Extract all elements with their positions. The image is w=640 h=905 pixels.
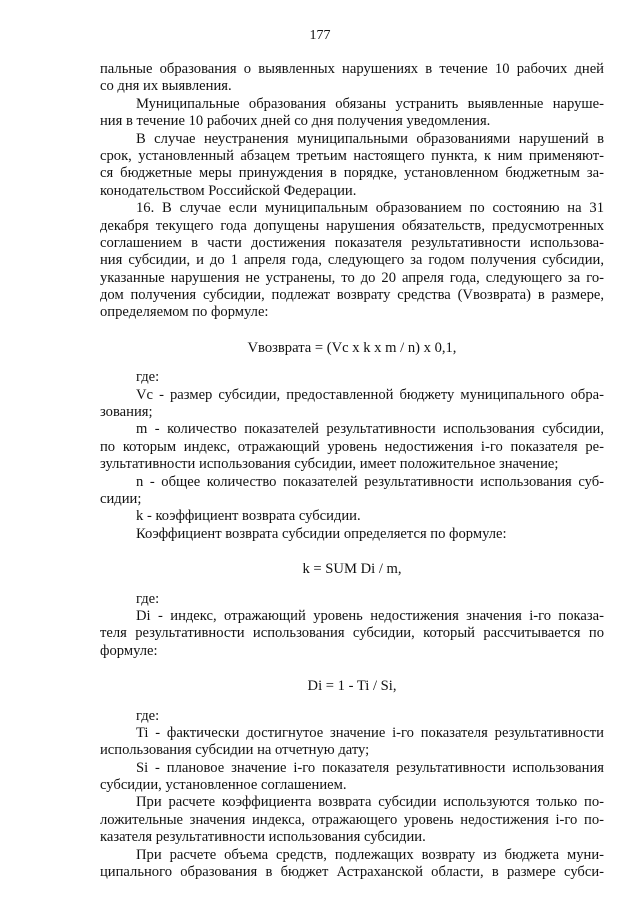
paragraph-line: Муниципальные образования обязаны устранить выявленные наруше-	[136, 95, 604, 112]
paragraph-line: использования субсидии на отчетную дату;	[100, 742, 370, 759]
paragraph-line: Коэффициент возврата субсидии определяется по формуле:	[136, 525, 507, 542]
paragraph-line: В случае неустранения муниципальными образованиями нарушений в	[136, 130, 604, 147]
where-label: где:	[136, 707, 160, 724]
paragraph-line: пальные образования о выявленных нарушениях в течение 10 рабочих дней	[100, 61, 604, 77]
paragraph-line: определяемом по формуле:	[100, 304, 269, 321]
paragraph-line: m - количество показателей результативности использования субсидии,	[136, 421, 604, 438]
paragraph-line: по которым индекс, отражающий уровень недостижения i-го показателя ре-	[100, 438, 604, 455]
where-label: где:	[136, 369, 160, 386]
paragraph-line: ципального образования в бюджет Астраханской области, в размере субси-	[100, 864, 604, 881]
paragraph-line: теля результативности использования субсидии, который рассчитывается по	[100, 625, 604, 642]
paragraph-line: декабря текущего года допущены нарушения обязательств, предусмотренных	[100, 217, 604, 234]
paragraph-line: ся бюджетные меры принуждения в порядке, установленном бюджетным за-	[100, 165, 604, 182]
page-number: 177	[309, 28, 331, 43]
formula-refund-coefficient: k = SUM Di / m,	[302, 561, 402, 578]
paragraph-line: Si - плановое значение i-го показателя результативности использования	[136, 759, 604, 776]
paragraph-line: зования;	[100, 404, 153, 421]
paragraph-line: дом получения субсидии, подлежат возврату средства (Vвозврата) в размере,	[100, 287, 604, 304]
paragraph-line: формуле:	[100, 642, 158, 659]
paragraph-line: сидии;	[100, 490, 142, 507]
paragraph-line: срок, установленный абзацем третьим настоящего пункта, к ним применяют-	[100, 147, 604, 164]
paragraph-line: со дня их выявления.	[100, 78, 232, 95]
paragraph-line: соглашением в части достижения показателя результативности использова-	[100, 234, 604, 251]
paragraph-line: k - коэффициент возврата субсидии.	[136, 508, 361, 525]
paragraph-line: 16. В случае если муниципальным образованием по состоянию на 31	[136, 200, 604, 217]
paragraph-line: Vc - размер субсидии, предоставленной бюджету муниципального обра-	[136, 386, 604, 403]
paragraph-line: конодательством Российской Федерации.	[100, 182, 357, 199]
paragraph-line: указанные нарушения не устранены, то до 20 апреля года, следующего за го-	[100, 269, 604, 286]
formula-refund-amount: Vвозврата = (Vc x k x m / n) x 0,1,	[247, 339, 457, 356]
paragraph-line: При расчете объема средств, подлежащих возврату из бюджета муни-	[136, 846, 604, 863]
paragraph-line: зультативности использования субсидии, имеет положительное значение;	[100, 456, 559, 473]
paragraph-line: n - общее количество показателей результативности использования суб-	[136, 473, 604, 490]
formula-index: Di = 1 - Ti / Si,	[307, 678, 397, 695]
paragraph-line: казателя результативности использования субсидии.	[100, 829, 426, 846]
paragraph-line: Di - индекс, отражающий уровень недостижения значения i-го показа-	[136, 607, 604, 624]
paragraph-line: ния в течение 10 рабочих дней со дня получения уведомления.	[100, 113, 491, 130]
paragraph-line: ложительные значения индекса, отражающего уровень недостижения i-го по-	[100, 811, 604, 828]
where-label: где:	[136, 590, 160, 607]
paragraph-line: субсидии, установленное соглашением.	[100, 777, 347, 794]
paragraph-line: ния субсидии, и до 1 апреля года, следующего за годом получения субсидии,	[100, 252, 604, 269]
paragraph-line: При расчете коэффициента возврата субсидии используются только по-	[136, 794, 604, 811]
document-body	[100, 61, 604, 881]
paragraph-line: Ti - фактически достигнутое значение i-го показателя результативности	[136, 724, 604, 741]
